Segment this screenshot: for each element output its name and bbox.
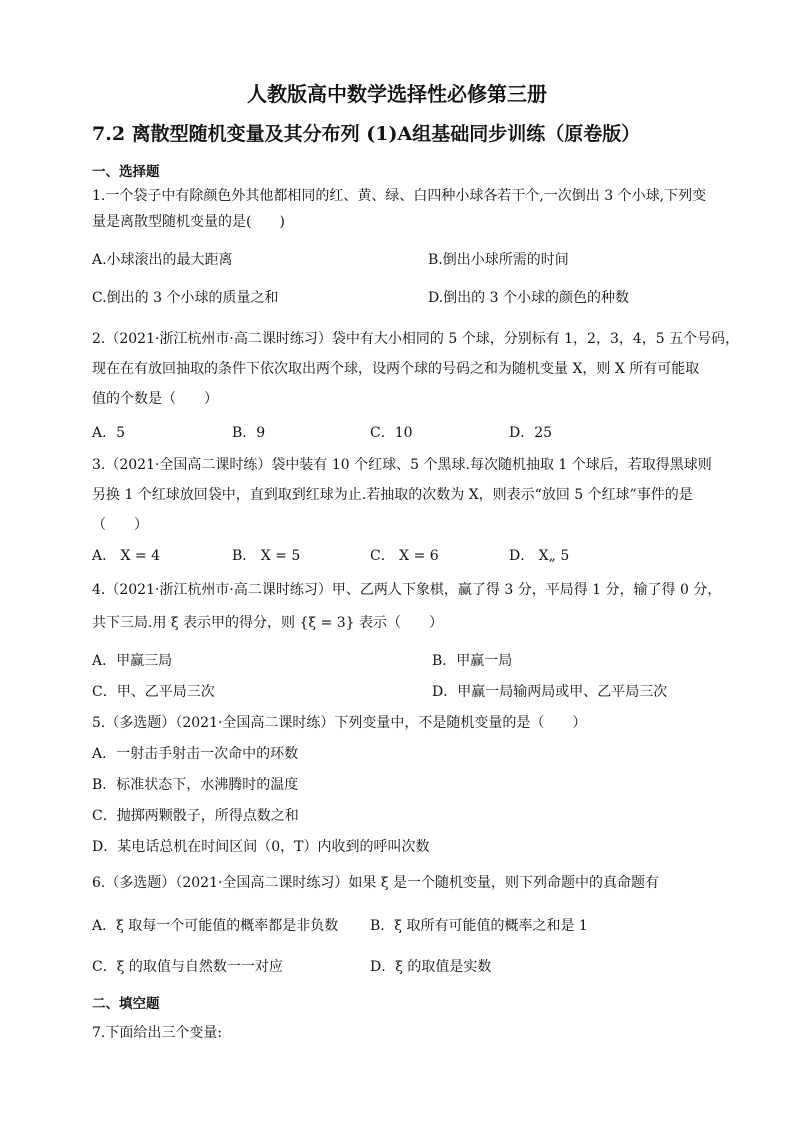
question-4-option-d: D．甲赢一局输两局或甲、乙平局三次: [432, 684, 668, 700]
question-5-option-d: D．某电话总机在时间区间（0，T）内收到的呼叫次数: [92, 839, 430, 855]
section-heading-fill: 二、填空题: [92, 996, 160, 1012]
question-7-line-1: 7.下面给出三个变量:: [92, 1025, 223, 1041]
question-6-option-d: D．ξ 的取值是实数: [370, 959, 492, 975]
question-4-option-c: C．甲、乙平局三次: [92, 684, 215, 700]
question-3-option-a: A． X = 4: [92, 548, 161, 564]
question-5-option-b: B．标准状态下，水沸腾时的温度: [92, 777, 299, 793]
document-subtitle: 7.2 离散型随机变量及其分布列 (1)A组基础同步训练（原卷版）: [92, 123, 641, 145]
question-5-line-1: 5.（多选题）（2021·全国高二课时练）下列变量中，不是随机变量的是（ ）: [92, 715, 587, 731]
question-1-option-c: C.倒出的 3 个小球的质量之和: [92, 290, 279, 306]
question-6-line-1: 6.（多选题）（2021·全国高二课时练习）如果 ξ 是一个随机变量，则下列命题中的真命题有: [92, 875, 660, 891]
question-2-line-3: 值的个数是（ ）: [92, 391, 218, 407]
question-3-line-3: （ ）: [92, 517, 148, 533]
question-4-line-2: 共下三局.用 ξ 表示甲的得分，则 {ξ = 3} 表示（ ）: [92, 615, 444, 631]
document-title: 人教版高中数学选择性必修第三册: [247, 82, 547, 106]
question-3-option-b: B． X = 5: [232, 548, 301, 564]
question-3-line-2: 另换 1 个红球放回袋中，直到取到红球为止.若抽取的次数为 X，则表示“放回 5 个红球”事件的是: [92, 487, 693, 503]
question-2-option-b: B．9: [232, 425, 266, 441]
question-5-option-c: C．抛掷两颗骰子，所得点数之和: [92, 808, 299, 824]
question-2-option-a: A．5: [92, 425, 126, 441]
question-1-line-1: 1.一个袋子中有除颜色外其他都相同的红、黄、绿、白四种小球各若干个,一次倒出 3 个小球,下列变: [92, 188, 707, 204]
question-6-option-c: C．ξ 的取值与自然数一一对应: [92, 959, 283, 975]
question-2-option-c: C．10: [370, 425, 413, 441]
question-3-option-c: C． X = 6: [370, 548, 439, 564]
question-1-option-b: B.倒出小球所需的时间: [428, 252, 569, 268]
question-4-option-a: A．甲赢三局: [92, 653, 173, 669]
question-2-line-2: 现在在有放回抽取的条件下依次取出两个球，设两个球的号码之和为随机变量 X，则 X 所有可能取: [92, 361, 700, 377]
question-4-option-b: B．甲赢一局: [432, 653, 513, 669]
question-3-option-d: D． X„ 5: [509, 548, 570, 564]
question-6-option-a: A．ξ 取每一个可能值的概率都是非负数: [92, 918, 339, 934]
question-2-option-d: D．25: [509, 425, 553, 441]
question-6-option-b: B．ξ 取所有可能值的概率之和是 1: [370, 918, 588, 934]
question-4-line-1: 4.（2021·浙江杭州市·高二课时练习）甲、乙两人下象棋，赢了得 3 分，平局得 1 分，输了得 0 分，: [92, 582, 722, 598]
question-3-line-1: 3.（2021·全国高二课时练）袋中装有 10 个红球、5 个黑球.每次随机抽取 1 个球后，若取得黑球则: [92, 457, 712, 473]
question-1-option-d: D.倒出的 3 个小球的颜色的种数: [428, 290, 629, 306]
question-1-option-a: A.小球滚出的最大距离: [92, 252, 233, 268]
question-5-option-a: A．一射击手射击一次命中的环数: [92, 746, 299, 762]
question-1-line-2: 量是离散型随机变量的是( ): [92, 214, 285, 230]
section-heading-choice: 一、选择题: [92, 164, 160, 180]
question-2-line-1: 2.（2021·浙江杭州市·高二课时练习）袋中有大小相同的 5 个球，分别标有 1，2，3，4，5 五个号码，: [92, 331, 740, 347]
